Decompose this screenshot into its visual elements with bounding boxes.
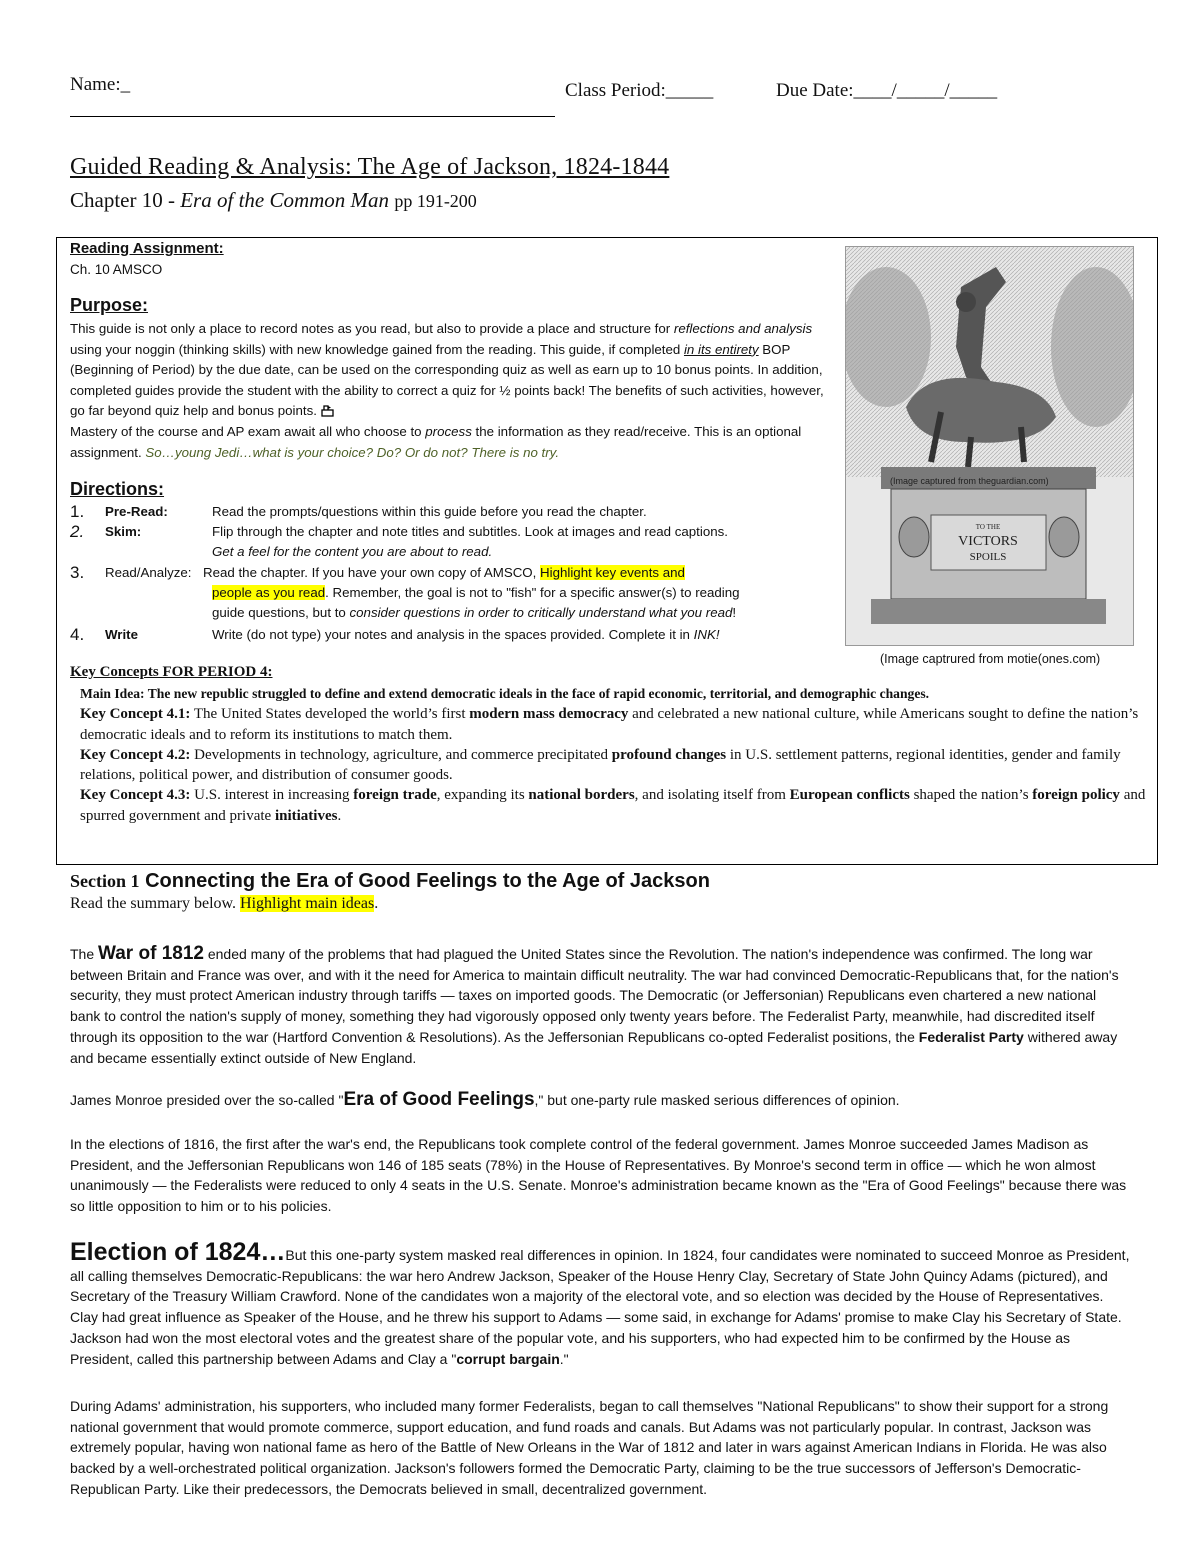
paragraph-election-1824: [70, 1238, 1130, 1369]
paragraph-text: withered away and became essentially extinct outside of New England.: [70, 1028, 1118, 1066]
key-concept-4-2: [80, 745, 1150, 786]
purpose-text: using your noggin (thinking skills) with new knowledge gained from the reading. This guide, if completed: [70, 341, 684, 357]
direction-item-2: 2. Skim: Flip through the chapter and note titles and subtitles. Look at images and read captions. Get a feel for the content you are about to read.: [70, 522, 728, 559]
due-date-field: Due Date:____/_____/_____: [776, 80, 998, 101]
image-source-inner-caption: (Image captured from theguardian.com): [890, 476, 1049, 486]
concept-text: , expanding its: [436, 787, 529, 804]
direction-label: Pre-Read:: [105, 504, 168, 519]
paragraph-bold: Federalist Party: [918, 1028, 1024, 1045]
concept-text-bold: European conflicts: [789, 787, 910, 804]
purpose-text: BOP (Beginning of Period) by the due date, can be used on the corresponding quiz as well as earn up to 10 bonus points. In addition, completed guides provide the student with the ability to correct a quiz for ½ points back! The benefits of such activities, however, go far beyond quiz help and bonus points.: [70, 341, 824, 419]
direction-text: Write (do not type) your notes and analysis in the spaces provided. Complete it in: [212, 627, 694, 642]
direction-text: Flip through the chapter and note titles and subtitles. Look at images and read captions.: [212, 524, 728, 539]
concept-text: .: [337, 807, 342, 824]
concept-text: The United States developed the world’s first: [190, 706, 470, 723]
purpose-text: Mastery of the course and AP exam await all who choose to: [70, 423, 426, 439]
direction-item-3: [70, 563, 850, 620]
highlighted-text: Highlight key events and: [540, 565, 685, 580]
direction-number: 2.: [70, 522, 85, 541]
chapter-subtitle: [70, 188, 477, 213]
image-caption: (Image captrured from motie(ones.com): [880, 652, 1101, 666]
direction-text-italic: Get a feel for the content you are about to read: [212, 544, 489, 559]
concept-text: shaped the nation’s: [909, 787, 1033, 804]
paragraph-war-of-1812: [70, 944, 1130, 1068]
direction-label: Read/Analyze:: [105, 565, 192, 580]
paragraph-bold: corrupt bargain: [456, 1350, 560, 1367]
reading-assignment-value: Ch. 10 AMSCO: [70, 262, 163, 277]
main-idea-text: The new republic struggled to define and extend democratic ideals in the face of rapid economic, territorial, and demographic changes.: [144, 686, 930, 701]
direction-number: 4.: [70, 625, 85, 644]
paragraph-text: .": [559, 1350, 569, 1367]
concept-text: and celebrated a new national culture, while Americans sought to define the nation’s democratic ideals and to reform its institutions to match them.: [80, 706, 1139, 743]
concept-text-bold: modern mass democracy: [469, 706, 629, 723]
direction-item-1: [70, 502, 850, 524]
purpose-text: This guide is not only a place to record notes as you read, but also to provide a place and structure for: [70, 321, 674, 336]
main-idea: [80, 684, 1150, 704]
concept-text: U.S. interest in increasing: [190, 787, 354, 804]
mailbox-icon: [321, 403, 334, 416]
concept-text: Developments in technology, agriculture, and commerce precipitated: [190, 746, 612, 763]
direction-text-italic: INK!: [693, 627, 720, 642]
chapter-pages: pp 191-200: [394, 191, 477, 211]
purpose-heading: Purpose:: [70, 295, 149, 315]
direction-label: Skim:: [105, 524, 142, 539]
paragraph-text: ended many of the problems that had plagued the United States since the Revolution. The nation's independence was confirmed. The long war between Britain and France was over, and with it the need for America to maintain difficult neutrality. The war had convinced Democratic-Republicans that, for the nation's security, they must protect American industry through tariffs — taxes on imported goods. The Democratic (or Jeffersonian) Republicans even chartered a new national bank to control the nation's supply of money, something they had vigorously opposed only twenty years before. The Federalist Party, meanwhile, had discredited itself through its opposition to the war (Hartford Convention & Resolutions). As the Jeffersonian Republicans co-opted Federalist positions, the: [70, 946, 1119, 1045]
pedestal-text-2: VICTORS: [958, 534, 1018, 549]
purpose-jedi-quote: So…young Jedi…what is your choice? Do? Or do not? There is no try.: [145, 444, 560, 460]
highlighted-text: Highlight main ideas: [240, 895, 375, 912]
name-field-label: Name:_: [70, 74, 131, 95]
chapter-label: Chapter 10 -: [70, 188, 175, 212]
purpose-paragraph: [70, 319, 840, 463]
section-title: Connecting the Era of Good Feelings to the Age of Jackson: [145, 870, 710, 892]
purpose-text-italic: process: [425, 423, 472, 439]
purpose-text: the information as they read/receive. This is an optional assignment.: [70, 423, 802, 460]
direction-label: Write: [105, 627, 139, 642]
victors-spoils-cartoon-image: [845, 246, 1134, 646]
concept-text: and spurred government and private: [80, 787, 1146, 824]
purpose-text-underlined: in its entirety: [683, 341, 759, 357]
page-title: Guided Reading & Analysis: The Age of Jackson, 1824-1844: [70, 154, 670, 180]
concept-text-bold: foreign trade: [353, 787, 437, 804]
paragraph-text: ," but one-party rule masked serious differences of opinion.: [534, 1092, 900, 1108]
direction-number: 3.: [70, 563, 85, 582]
paragraph-heading-inline: Election of 1824…: [70, 1238, 286, 1266]
name-underline: [70, 116, 555, 117]
direction-number: 1.: [70, 502, 85, 521]
pedestal-text-1: TO THE: [975, 523, 1001, 531]
pedestal-text-3: SPOILS: [969, 551, 1007, 563]
section-1-instruction: [70, 895, 378, 913]
direction-item-4: [70, 625, 850, 647]
concept-text-bold: foreign policy: [1032, 787, 1120, 804]
direction-text-italic: consider questions in order to critically understand what you read: [349, 605, 733, 620]
concept-label: Key Concept 4.3:: [80, 787, 191, 804]
concept-text: , and isolating itself from: [634, 787, 790, 804]
purpose-text-italic: reflections and analysis: [673, 321, 813, 336]
key-concepts-body: [80, 684, 1150, 826]
instruction-text: Read the summary below.: [70, 895, 241, 912]
paragraph-elections-1816: In the elections of 1816, the first after the war's end, the Republicans took complete control of the federal government. James Monroe succeeded James Madison as President, and the Jeffersonian Republicans won 146 of 185 seats (78%) in the House of Representatives. By Monroe's second term in office — which he won almost unanimously — the Federalists were reduced to only 4 seats in the U.S. Senate. Monroe's administration became known as the "Era of Good Feelings" because there was so little opposition to him or to his policies.: [70, 1136, 1127, 1215]
main-idea-label: Main Idea:: [80, 686, 145, 701]
key-concept-4-3: [80, 785, 1150, 826]
direction-text: guide questions, but to: [212, 605, 350, 620]
direction-text: !: [732, 605, 737, 620]
concept-text-bold: national borders: [528, 787, 635, 804]
paragraph-text: The: [70, 946, 99, 962]
paragraph-era-of-good-feelings: [70, 1090, 1130, 1111]
instruction-text: .: [374, 895, 379, 912]
section-label: Section 1: [70, 871, 140, 891]
direction-text: Read the prompts/questions within this guide before you read the chapter.: [212, 504, 647, 519]
paragraph-emphasis: War of 1812: [98, 943, 204, 964]
direction-text: . Remember, the goal is not to "fish" for a specific answer(s) to reading: [325, 585, 740, 600]
reading-assignment-heading: Reading Assignment:: [70, 240, 224, 257]
section-1-heading: [70, 870, 710, 893]
concept-label: Key Concept 4.1:: [80, 706, 191, 723]
concept-text: in U.S. settlement patterns, regional identities, gender and family relations, political power, and distribution of consumer goods.: [80, 746, 1121, 784]
concept-text-bold: profound changes: [611, 746, 727, 763]
concept-label: Key Concept 4.2:: [80, 746, 191, 763]
highlighted-text: people as you read: [212, 585, 326, 600]
key-concepts-heading: Key Concepts FOR PERIOD 4:: [70, 664, 273, 680]
chapter-era: Era of the Common Man: [180, 188, 390, 212]
paragraph-text: James Monroe presided over the so-called ": [70, 1092, 344, 1108]
class-period-field: Class Period:_____: [565, 80, 714, 101]
paragraph-text: But this one-party system masked real differences in opinion. In 1824, four candidates were nominated to succeed Monroe as President, all calling themselves Democratic-Republicans: the war hero Andrew Jackson, Speaker of the House Henry Clay, Secretary of State John Quincy Adams (pictured), and Secretary of the Treasury William Crawford. None of the candidates won a majority of the electoral vote, and so election was decided by the House of Representatives. Clay had great influence as Speaker of the House, and he threw his support to Adams — some said, in exchange for Adams' promise to make Clay his Secretary of State. Jackson had won the most electoral votes and the greatest share of the popular vote, and his supporters, who had expected him to be confirmed by the House as President, called this partnership between Adams and Clay a ": [70, 1247, 1130, 1367]
direction-text: Read the chapter. If you have your own copy of AMSCO,: [203, 565, 541, 580]
directions-heading: Directions:: [70, 479, 165, 499]
key-concept-4-1: [80, 704, 1150, 745]
concept-text-bold: initiatives: [274, 807, 338, 824]
paragraph-adams-administration: During Adams' administration, his supporters, who included many former Federalists, began to call themselves "National Republicans" to show their support for a strong national government that would promote commerce, support education, and fund roads and canals. But Adams was not particularly popular. In contrast, Jackson was extremely popular, having won national fame as hero of the Battle of New Orleans in the War of 1812 and later in wars against American Indians in Florida. He was also backed by a well-orchestrated political organization. Jackson's followers formed the Democratic Party, claiming to be the true successors of Jefferson's Democratic-Republican Party. Like their predecessors, the Democrats believed in small, decentralized government.: [70, 1398, 1109, 1497]
paragraph-emphasis: Era of Good Feelings: [343, 1089, 535, 1110]
